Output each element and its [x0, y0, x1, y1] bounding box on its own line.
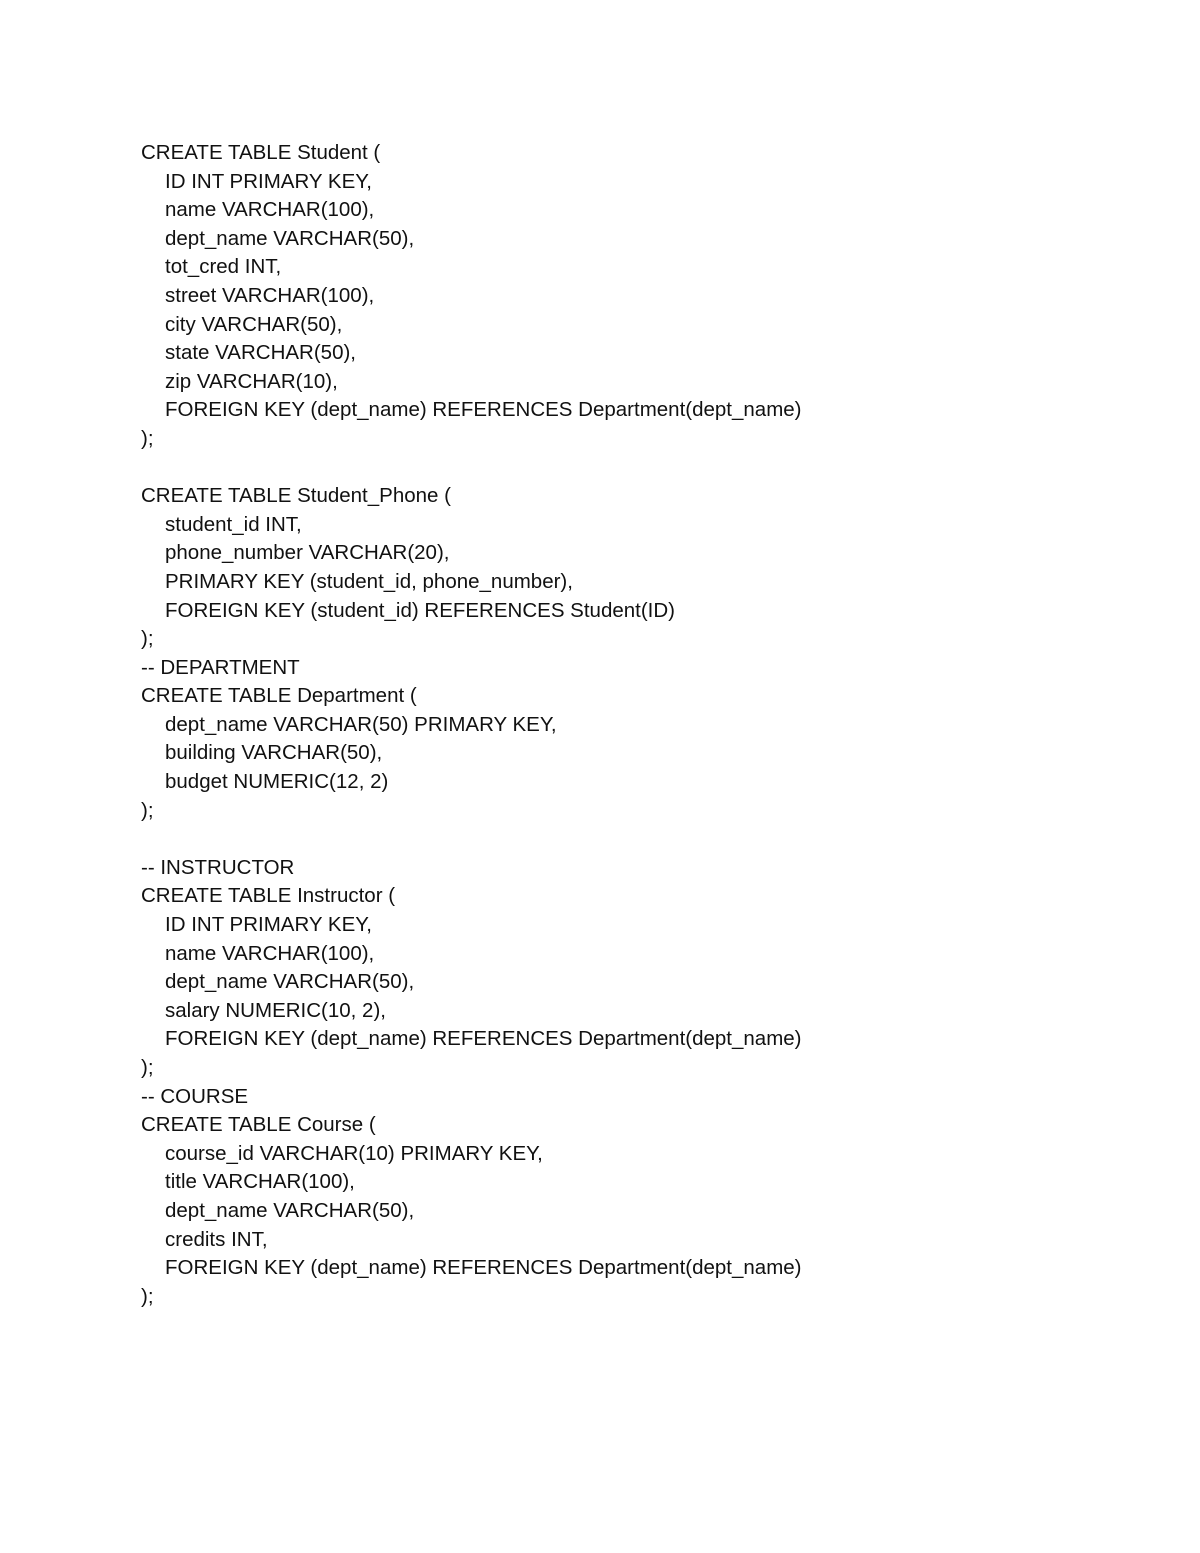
- column-line: student_id INT,: [165, 512, 302, 536]
- student-phone-table-block: [141, 482, 1141, 654]
- column-line: dept_name VARCHAR(50),: [165, 970, 415, 994]
- closing-paren: );: [141, 798, 154, 822]
- course-table-block: [141, 1083, 1141, 1312]
- student-table-block: [141, 139, 1141, 454]
- column-line: building VARCHAR(50),: [165, 741, 383, 765]
- column-line: credits INT,: [165, 1227, 268, 1251]
- create-table-course: CREATE TABLE Course (: [141, 1113, 376, 1137]
- closing-paren: );: [141, 627, 154, 651]
- primary-key-line: PRIMARY KEY (student_id, phone_number),: [165, 569, 573, 593]
- closing-paren: );: [141, 1056, 154, 1079]
- column-line: title VARCHAR(100),: [165, 1170, 355, 1194]
- create-table-student: CREATE TABLE Student (: [141, 141, 381, 164]
- column-line: dept_name VARCHAR(50) PRIMARY KEY,: [165, 712, 557, 736]
- column-line: salary NUMERIC(10, 2),: [165, 998, 386, 1022]
- column-line: state VARCHAR(50),: [165, 341, 357, 365]
- column-line: phone_number VARCHAR(20),: [165, 541, 450, 565]
- blank-line: [141, 454, 1141, 483]
- column-line: name VARCHAR(100),: [165, 198, 375, 222]
- department-table-block: [141, 654, 1141, 826]
- closing-paren: );: [141, 1284, 154, 1308]
- sql-comment: -- DEPARTMENT: [141, 655, 300, 679]
- foreign-key-line: FOREIGN KEY (dept_name) REFERENCES Department(dept_name): [165, 398, 802, 422]
- column-line: dept_name VARCHAR(50),: [165, 1198, 415, 1222]
- column-line: dept_name VARCHAR(50),: [165, 226, 415, 250]
- column-line: budget NUMERIC(12, 2): [165, 770, 389, 794]
- foreign-key-line: FOREIGN KEY (dept_name) REFERENCES Department(dept_name): [165, 1256, 802, 1280]
- column-line: name VARCHAR(100),: [165, 941, 375, 965]
- create-table-student-phone: CREATE TABLE Student_Phone (: [141, 484, 451, 508]
- closing-paren: );: [141, 426, 154, 450]
- create-table-instructor: CREATE TABLE Instructor (: [141, 884, 396, 908]
- create-table-department: CREATE TABLE Department (: [141, 684, 417, 708]
- column-line: ID INT PRIMARY KEY,: [165, 913, 372, 937]
- sql-document: [141, 139, 1141, 1311]
- foreign-key-line: FOREIGN KEY (student_id) REFERENCES Student(ID): [165, 598, 676, 622]
- instructor-table-block: [141, 854, 1141, 1083]
- column-line: zip VARCHAR(10),: [165, 369, 338, 393]
- column-line: city VARCHAR(50),: [165, 312, 343, 336]
- blank-line: [141, 825, 1141, 854]
- foreign-key-line: FOREIGN KEY (dept_name) REFERENCES Department(dept_name): [165, 1027, 802, 1051]
- column-line: street VARCHAR(100),: [165, 283, 375, 307]
- sql-comment: -- INSTRUCTOR: [141, 855, 295, 879]
- sql-comment: -- COURSE: [141, 1084, 249, 1108]
- column-line: tot_cred INT,: [165, 255, 282, 279]
- column-line: ID INT PRIMARY KEY,: [165, 169, 372, 193]
- column-line: course_id VARCHAR(10) PRIMARY KEY,: [165, 1141, 543, 1165]
